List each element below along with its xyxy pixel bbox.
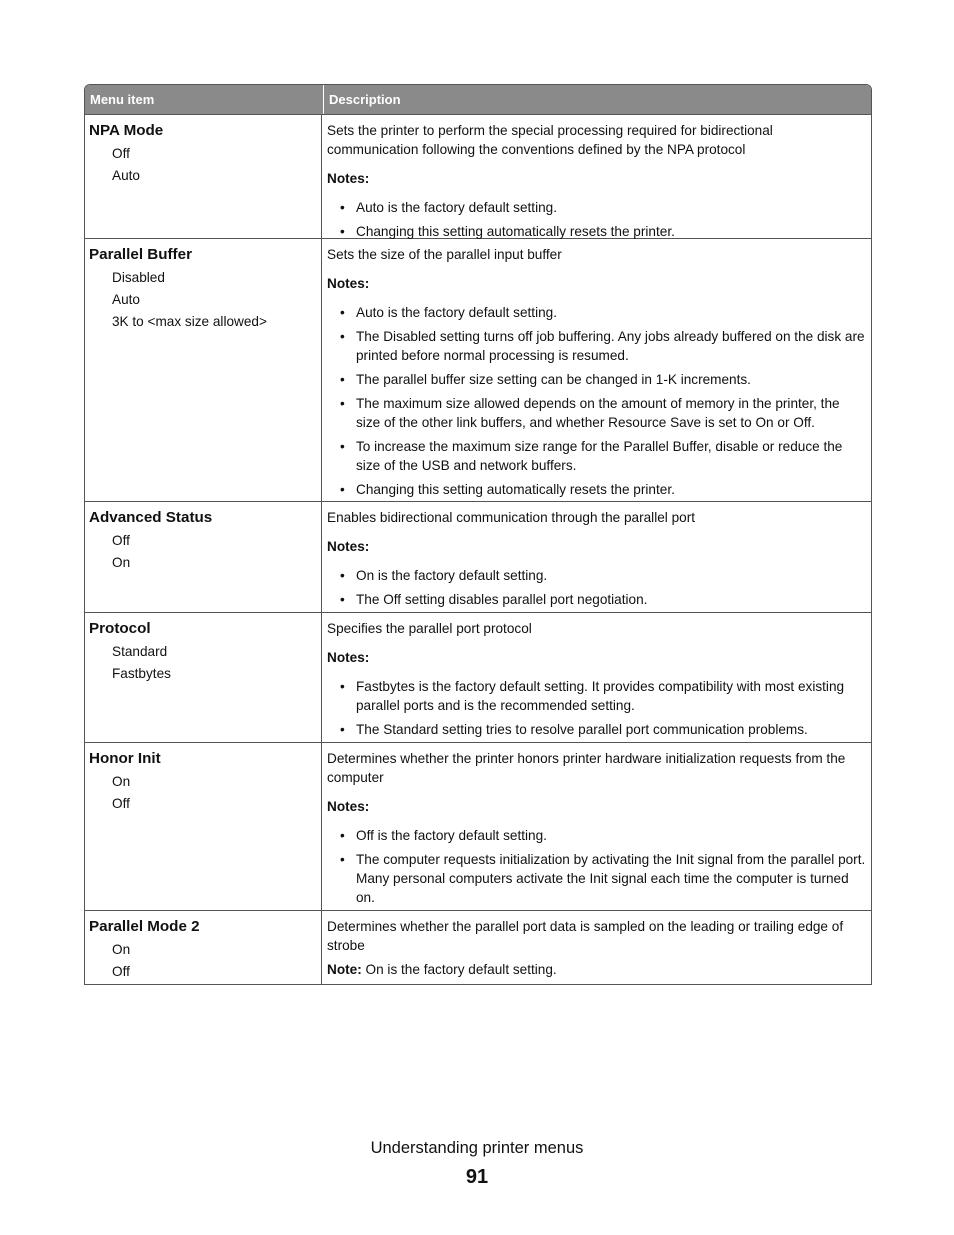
- menu-option: On: [112, 555, 131, 570]
- menu-item-cell: [85, 613, 322, 742]
- description-text: Determines whether the parallel port data is sampled on the leading or trailing edge of strobe: [327, 919, 844, 953]
- note-item: • On is the factory default setting.: [327, 566, 867, 585]
- page-number: 91: [465, 1166, 489, 1188]
- note-item: • Fastbytes is the factory default setting. It provides compatibility with most existing parallel ports and is the recommended setting.: [327, 677, 867, 715]
- notes-label: Notes:: [327, 799, 370, 814]
- note-item: • The Disabled setting turns off job buffering. Any jobs already buffered on the disk are printed before normal processing is resumed.: [327, 327, 867, 365]
- menu-item-cell: [85, 911, 322, 984]
- note-item: • The Off setting disables parallel port negotiation.: [327, 590, 867, 609]
- menu-option: Off: [112, 964, 130, 979]
- note-line: [327, 960, 867, 979]
- description-cell: [322, 743, 871, 910]
- notes-list: [327, 303, 867, 499]
- note-item: • Auto is the factory default setting.: [327, 198, 867, 217]
- description-text: Sets the printer to perform the special processing required for bidirectional communication following the conventions defined by the NPA protocol: [327, 123, 773, 157]
- table-row: [85, 910, 871, 984]
- note-item: • The Standard setting tries to resolve parallel port communication problems.: [327, 720, 867, 739]
- table-header: [85, 85, 871, 114]
- note-item: • Changing this setting automatically resets the printer.: [327, 222, 867, 241]
- menu-option: Auto: [112, 292, 140, 307]
- menu-item-cell: [85, 239, 322, 501]
- header-menu-item: Menu item: [85, 85, 324, 114]
- menu-option: Disabled: [112, 270, 165, 285]
- note-item: • The parallel buffer size setting can be changed in 1-K increments.: [327, 370, 867, 389]
- notes-label: Notes:: [327, 276, 370, 291]
- notes-list: [327, 677, 867, 739]
- notes-list: [327, 566, 867, 609]
- note-item: • The maximum size allowed depends on the amount of memory in the printer, the size of the other link buffers, and whether Resource Save is set to On or Off.: [327, 394, 867, 432]
- table-row: [85, 612, 871, 742]
- menu-option: Standard: [112, 644, 168, 659]
- menu-item-title: Advanced Status: [89, 509, 213, 526]
- menu-option: Fastbytes: [112, 666, 171, 681]
- note-text: On is the factory default setting.: [361, 962, 557, 977]
- menu-option: Off: [112, 796, 130, 811]
- footer-title: Understanding printer menus: [370, 1139, 584, 1157]
- description-cell: [322, 502, 871, 612]
- notes-label: Notes:: [327, 171, 370, 186]
- note-item: • The computer requests initialization by activating the Init signal from the parallel port. Many personal computers activate the Init signal each time the computer is turned on.: [327, 850, 867, 907]
- menu-item-title: NPA Mode: [89, 122, 164, 139]
- table-row: [85, 501, 871, 612]
- note-item: • To increase the maximum size range for the Parallel Buffer, disable or reduce the size of the USB and network buffers.: [327, 437, 867, 475]
- menu-option: On: [112, 774, 131, 789]
- menu-item-cell: [85, 743, 322, 910]
- description-text: Sets the size of the parallel input buffer: [327, 247, 562, 262]
- table-row: [85, 114, 871, 238]
- note-item: • Changing this setting automatically resets the printer.: [327, 480, 867, 499]
- note-item: • Auto is the factory default setting.: [327, 303, 867, 322]
- header-description: Description: [329, 92, 401, 107]
- menu-table: [84, 84, 872, 985]
- notes-label: Notes:: [327, 650, 370, 665]
- notes-label: Notes:: [327, 539, 370, 554]
- description-cell: [322, 239, 871, 501]
- description-cell: [322, 911, 871, 984]
- description-text: Specifies the parallel port protocol: [327, 621, 532, 636]
- table-row: [85, 238, 871, 501]
- description-text: Determines whether the printer honors printer hardware initialization requests from the computer: [327, 751, 846, 785]
- menu-option: 3K to <max size allowed>: [112, 314, 267, 329]
- menu-item-cell: [85, 115, 322, 238]
- description-text: Enables bidirectional communication through the parallel port: [327, 510, 696, 525]
- menu-item-title: Protocol: [89, 620, 151, 637]
- notes-list: [327, 198, 867, 241]
- menu-item-title: Parallel Mode 2: [89, 918, 200, 935]
- menu-option: Auto: [112, 168, 140, 183]
- menu-option: On: [112, 942, 131, 957]
- table-row: [85, 742, 871, 910]
- menu-item-title: Honor Init: [89, 750, 161, 767]
- note-item: • Off is the factory default setting.: [327, 826, 867, 845]
- menu-item-cell: [85, 502, 322, 612]
- menu-item-title: Parallel Buffer: [89, 246, 192, 263]
- notes-list: [327, 826, 867, 907]
- description-cell: [322, 115, 871, 238]
- menu-option: Off: [112, 146, 130, 161]
- note-label: Note:: [327, 962, 362, 977]
- description-cell: [322, 613, 871, 742]
- menu-option: Off: [112, 533, 130, 548]
